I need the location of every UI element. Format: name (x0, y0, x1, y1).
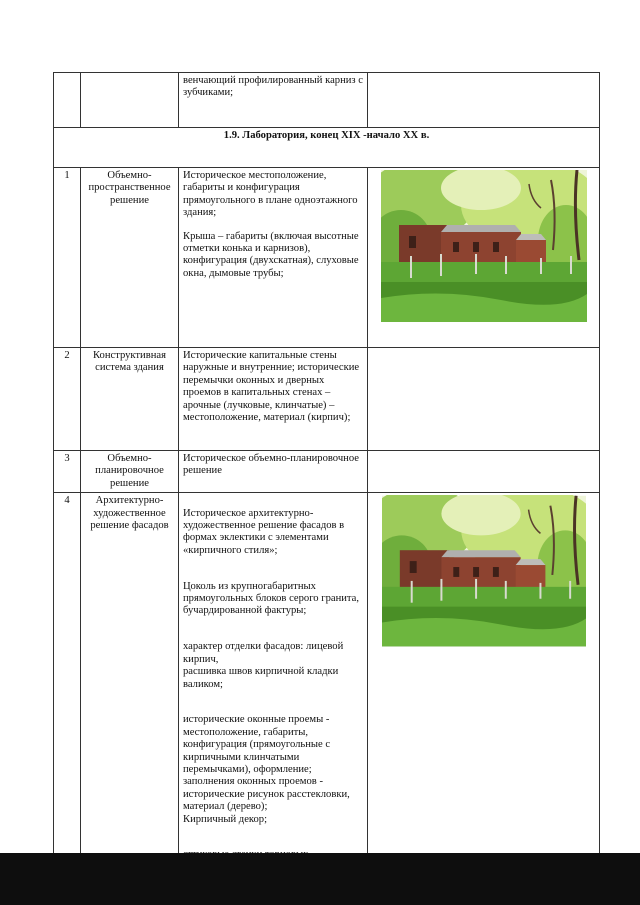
element-name: Архитектурно-художественное решение фасадов (81, 493, 179, 877)
description-paragraph: Исторические капитальные стены наружные и внутренние; исторические перемычки оконных и дверных проемов в капитальных стенах – арочные (лучковые, клинчатые) – местоположение, материал (кирпич); (183, 350, 360, 424)
row-number: 3 (54, 451, 81, 493)
element-name: Конструктивная система здания (81, 348, 179, 451)
section-title: 1.9. Лаборатория, конец XIX -начало XX в. (54, 128, 600, 168)
element-name: Объемно-планировочное решение (81, 451, 179, 493)
building-photo (382, 495, 586, 647)
description-paragraph: Историческое объемно-планировочное решение (183, 453, 359, 477)
row-number: 1 (54, 168, 81, 348)
element-description (179, 168, 368, 348)
element-description (179, 451, 368, 493)
table-row (54, 451, 600, 493)
photo-cell (368, 73, 600, 128)
description-paragraph: Цоколь из крупногабаритных прямоугольных блоков серого гранита, бучардированной фактуры; (183, 580, 360, 617)
description-paragraph: Историческое местоположение, габариты и конфигурация прямоугольного в плане одноэтажного здания; (183, 170, 358, 219)
scan-bottom-edge (0, 853, 640, 905)
description-paragraph: Историческое архитектурно-художественное решение фасадов в формах эклектики с элементами «кирпичного стиля»; (183, 507, 345, 556)
section-header-row (54, 128, 600, 168)
protected-elements-table (53, 72, 600, 877)
description-paragraph: Крыша – габариты (включая высотные отметки конька и карнизов), конфигурация (двухскатная), слуховые окна, дымовые трубы; (183, 230, 359, 279)
description-paragraph: характер отделки фасадов: лицевой кирпич, расшивка швов кирпичной кладки валиком; (183, 641, 344, 690)
element-description (179, 73, 368, 128)
element-description (179, 493, 368, 877)
row-number: 2 (54, 348, 81, 451)
element-name: Объемно-пространственное решение (81, 168, 179, 348)
element-name (81, 73, 179, 128)
row-number: 4 (54, 493, 81, 877)
photo-cell (368, 348, 600, 451)
table-row (54, 348, 600, 451)
photo-cell (368, 451, 600, 493)
element-description (179, 348, 368, 451)
building-photo (381, 170, 587, 322)
photo-cell (368, 493, 600, 877)
row-number (54, 73, 81, 128)
description-paragraph: венчающий профилированный карниз с зубчиками; (183, 75, 363, 99)
photo-cell (368, 168, 600, 348)
table-row (54, 73, 600, 128)
table-row (54, 493, 600, 877)
table-row (54, 168, 600, 348)
description-paragraph: исторические оконные проемы - местоположение, габариты, конфигурация (прямоугольные с кирпичными клинчатыми перемычками), оформление; заполнения оконных проемов - исторические рисунок расстекловки, материал (дерево); Кирпичный декор; (183, 714, 350, 825)
